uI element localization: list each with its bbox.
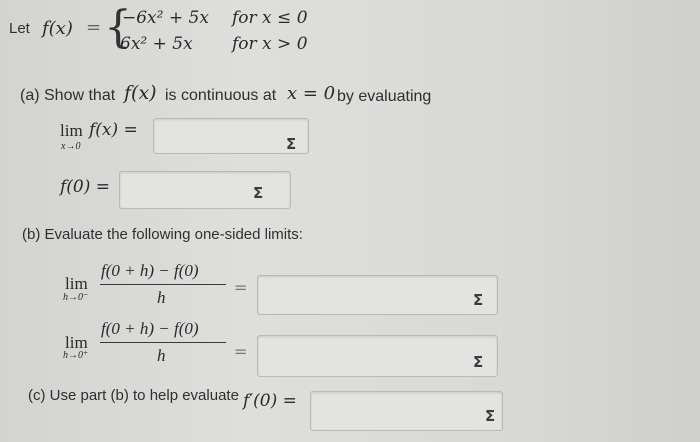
limit-fx-label: f(x) =	[89, 120, 138, 140]
right-limit-input[interactable]	[257, 335, 498, 377]
function-name: f(x)	[42, 18, 73, 39]
right-limit-word: lim	[65, 333, 88, 352]
part-c-label: (c) Use part (b) to help evaluate	[28, 387, 239, 404]
part-a-point: x = 0	[287, 83, 336, 104]
left-limit-word: lim	[65, 274, 88, 293]
piece2-expression: 6x² + 5x	[120, 34, 193, 54]
sigma-icon[interactable]: Σ	[485, 407, 496, 425]
left-equals-sign: =	[234, 278, 248, 297]
fprime-label: f′(0) =	[243, 391, 297, 411]
right-equals-sign: =	[234, 342, 248, 361]
right-fraction-numerator: f(0 + h) − f(0)	[101, 319, 199, 338]
piece1-condition: for x ≤ 0	[232, 8, 308, 28]
sigma-icon[interactable]: Σ	[473, 291, 484, 309]
part-b-label: (b) Evaluate the following one-sided limits:	[22, 226, 303, 243]
right-limit-subscript: h→0⁺	[63, 350, 89, 361]
let-text: Let	[9, 20, 30, 37]
right-fraction-bar	[100, 342, 226, 343]
right-fraction-denominator: h	[157, 346, 166, 365]
left-limit-subscript: h→0⁻	[63, 292, 89, 303]
equals-sign: =	[86, 17, 102, 38]
piecewise-brace: {	[104, 2, 132, 53]
sigma-icon[interactable]: Σ	[473, 353, 484, 371]
sigma-icon[interactable]: Σ	[286, 135, 297, 153]
part-a-function: f(x)	[124, 82, 157, 104]
limit-subscript: x→0	[61, 141, 81, 152]
part-a-evaluating-text: by evaluating	[337, 88, 432, 105]
limit-word: lim	[60, 121, 83, 140]
left-fraction-denominator: h	[157, 288, 166, 307]
f-of-0-input[interactable]	[119, 171, 291, 209]
fprime-of-0-input[interactable]	[310, 391, 503, 431]
piece2-condition: for x > 0	[232, 34, 308, 54]
left-fraction-bar	[100, 284, 226, 285]
part-a-label: (a) Show that	[20, 87, 116, 104]
f0-label: f(0) =	[60, 177, 111, 197]
sigma-icon[interactable]: Σ	[253, 184, 264, 202]
left-limit-input[interactable]	[257, 275, 498, 315]
piece1-expression: −6x² + 5x	[122, 8, 209, 28]
left-fraction-numerator: f(0 + h) − f(0)	[101, 261, 199, 280]
part-a-continuous-text: is continuous at	[165, 87, 277, 104]
